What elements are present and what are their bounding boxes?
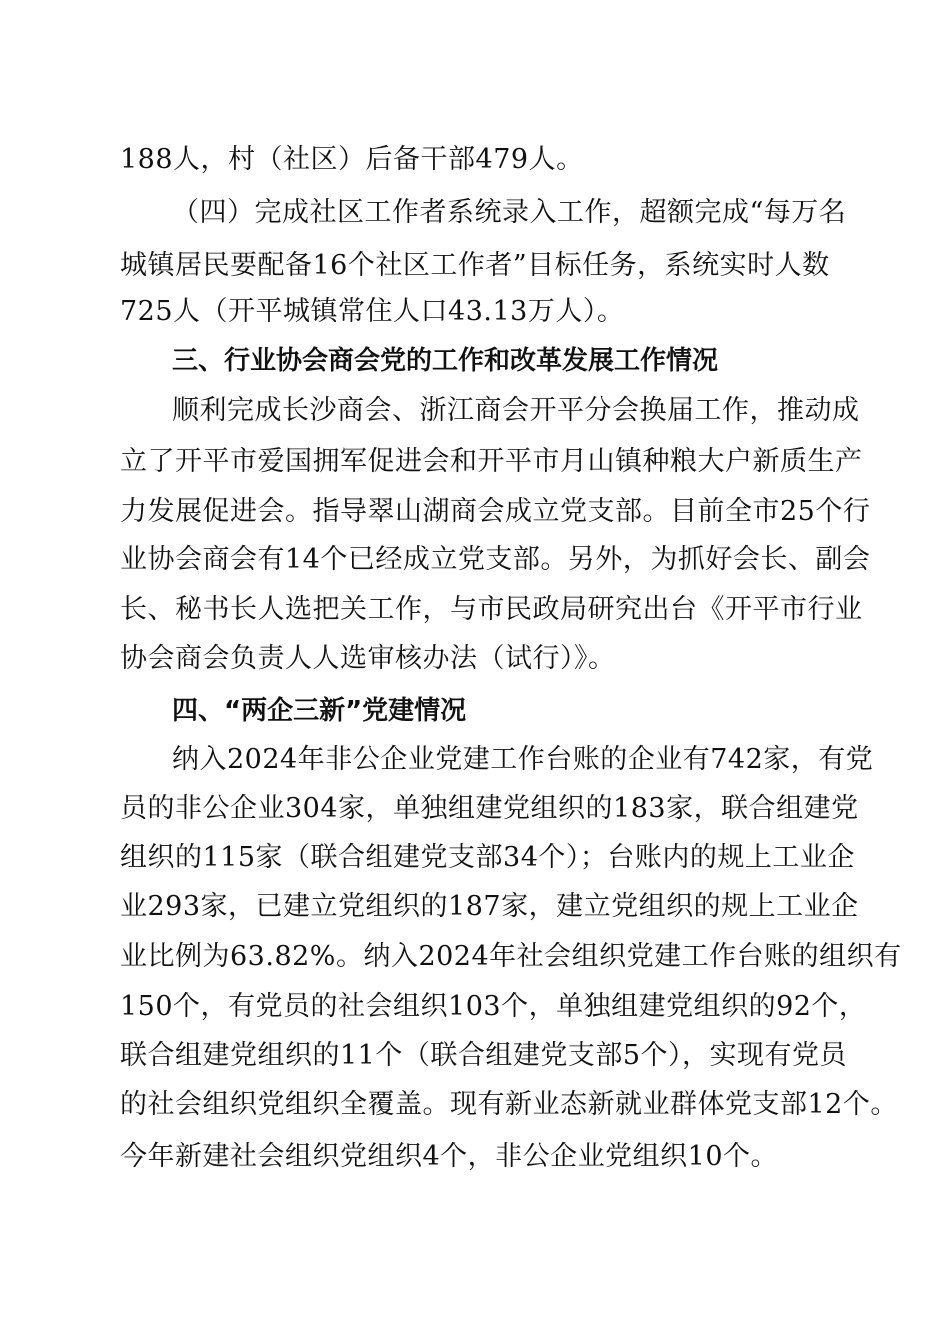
text-line: 长、秘书长人选把关工作，与市民政局研究出台《开平市行业 (120, 594, 863, 625)
text-line: 协会商会负责人人选审核办法（试行）》。 (120, 643, 616, 674)
text-line: 业协会商会有14个已经成立党支部。另外，为抓好会长、副会 (120, 544, 871, 575)
text-line: 业比例为63.82%。纳入2024年社会组织党建工作台账的组织有 (120, 941, 902, 972)
text-line: 150个，有党员的社会组织103个，单独组建党组织的92个， (120, 991, 867, 1022)
text-line: 员的非公企业304家，单独组建党组织的183家，联合组建党 (120, 793, 859, 824)
text-line: 城镇居民要配备16个社区工作者”目标任务，系统实时人数 (120, 250, 830, 281)
text-line: 的社会组织党组织全覆盖。现有新业态新就业群体党支部12个。 (120, 1089, 898, 1120)
text-line: 725人（开平城镇常住人口43.13万人）。 (120, 296, 625, 327)
text-line: 今年新建社会组织党组织4个，非公企业党组织10个。 (120, 1141, 779, 1172)
text-line: 立了开平市爱国拥军促进会和开平市月山镇种粮大户新质生产 (120, 446, 863, 477)
section-heading-4: 四、“两企三新”党建情况 (172, 696, 467, 726)
text-line: 组织的115家（联合组建党支部34个）；台账内的规上工业企 (120, 842, 855, 873)
text-line: 188人，村（社区）后备干部479人。 (120, 144, 584, 175)
paragraph-start-line: 纳入2024年非公企业党建工作台账的企业有742家，有党 (172, 744, 874, 775)
section-heading-3: 三、行业协会商会党的工作和改革发展工作情况 (172, 346, 719, 376)
text-line: 联合组建党组织的11个（联合组建党支部5个），实现有党员 (120, 1040, 848, 1071)
text-line: 力发展促进会。指导翠山湖商会成立党支部。目前全市25个行 (120, 496, 871, 527)
text-line: 业293家，已建立党组织的187家，建立党组织的规上工业企 (120, 891, 859, 922)
paragraph-start-line: 顺利完成长沙商会、浙江商会开平分会换届工作，推动成 (172, 395, 860, 426)
paragraph-start-line: （四）完成社区工作者系统录入工作，超额完成“每万名 (172, 197, 847, 228)
